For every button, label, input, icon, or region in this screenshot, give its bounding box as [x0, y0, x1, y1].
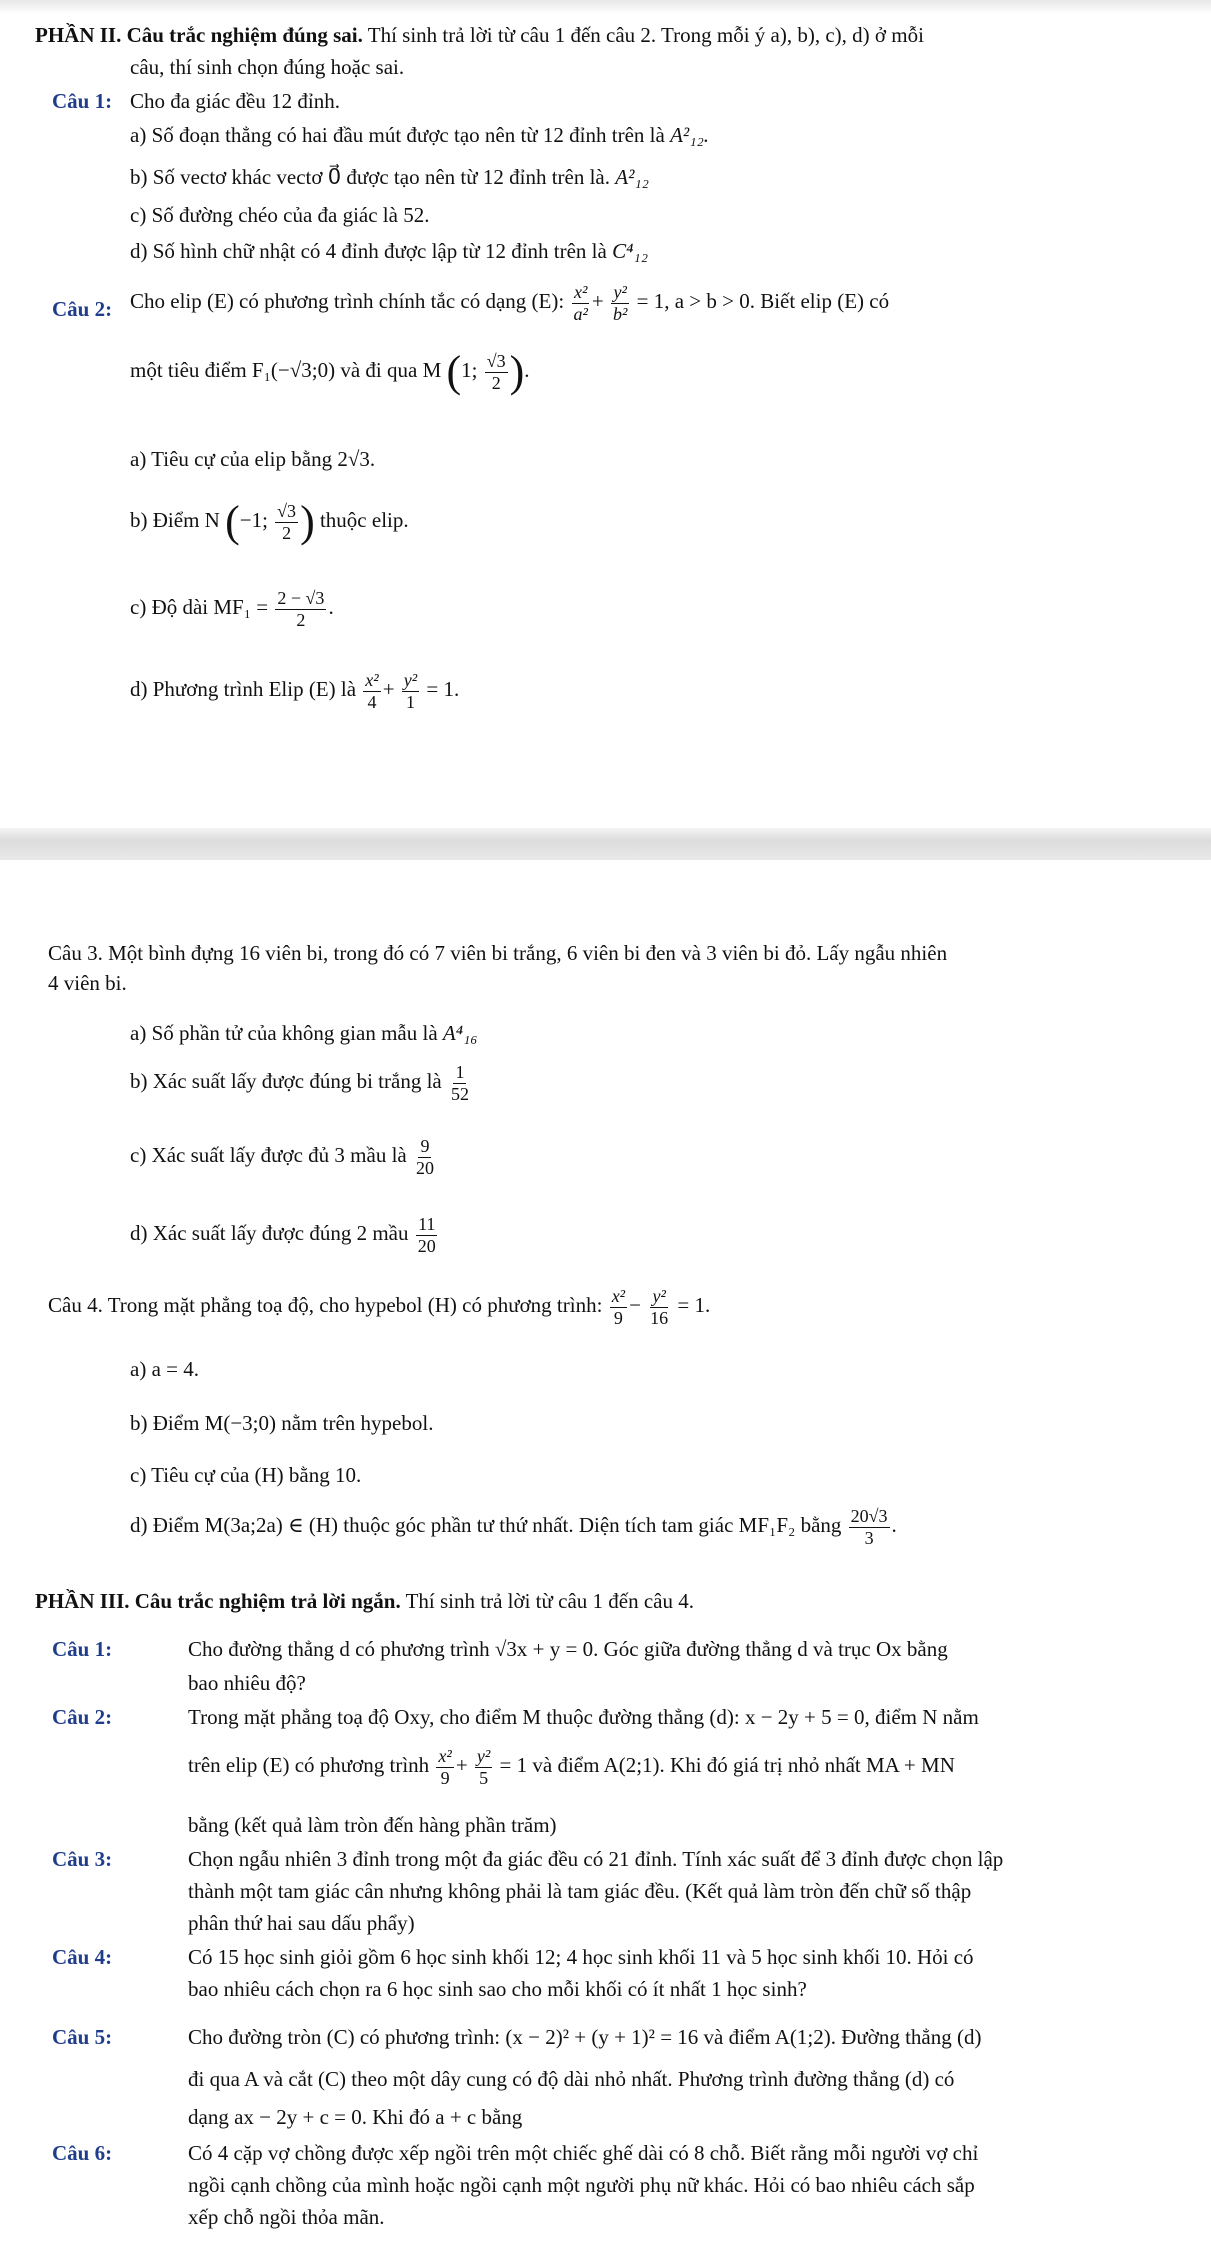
- p3-c6-line2: ngồi cạnh chồng của mình hoặc ngồi cạnh một người phụ nữ khác. Hỏi có bao nhiêu cách sắp: [188, 2173, 975, 2197]
- p3-c5-line2: đi qua A và cắt (C) theo một dây cung có độ dài nhỏ nhất. Phương trình đường thẳng (d) có: [188, 2067, 955, 2091]
- q3-stem-line2: 4 viên bi.: [48, 971, 127, 995]
- p3-c4-line2: bao nhiêu cách chọn ra 6 học sinh sao cho mỗi khối có ít nhất 1 học sinh?: [188, 1977, 807, 2001]
- p3-c6-line3: xếp chỗ ngồi thỏa mãn.: [188, 2205, 385, 2229]
- p3-c5-line1: Cho đường tròn (C) có phương trình: (x − 2)² + (y + 1)² = 16 và điểm A(1;2). Đường thẳng (d): [188, 2025, 982, 2049]
- p3-c6-line1: Có 4 cặp vợ chồng được xếp ngồi trên một chiếc ghế dài có 8 chỗ. Biết rằng mỗi người vợ chỉ: [188, 2141, 979, 2165]
- q2-label: Câu 2:: [52, 297, 113, 321]
- q4-option-a: a) a = 4.: [130, 1357, 199, 1381]
- p3-c5-line3: dạng ax − 2y + c = 0. Khi đó a + c bằng: [188, 2105, 523, 2129]
- q1-option-d: d) Số hình chữ nhật có 4 đỉnh được lập từ 12 đỉnh trên là C⁴₁₂: [130, 239, 649, 263]
- q2-option-a: a) Tiêu cự của elip bằng 2√3.: [130, 447, 376, 471]
- q2-option-d: d) Phương trình Elip (E) là $\frac{\text{x²}}{4}$ + $\frac{\text{y²}}{1}$ = 1.: [130, 670, 460, 712]
- q3-option-a: a) Số phần tử của không gian mẫu là A⁴₁₆: [130, 1021, 478, 1045]
- p3-c1-label: Câu 1:: [52, 1637, 113, 1661]
- p3-c4-line1: Có 15 học sinh giỏi gồm 6 học sinh khối 12; 4 học sinh khối 11 và 5 học sinh khối 10. Hỏi có: [188, 1945, 974, 1969]
- q2-option-c: c) Độ dài MF₁ = $\frac{2 - √3}{2}$ .: [130, 588, 334, 630]
- q4-option-d: d) Điểm M(3a;2a) ∈ (H) thuộc góc phần tư thứ nhất. Diện tích tam giác MF₁F₂ bằng $\frac{20√3}{3}$ .: [130, 1506, 897, 1548]
- q1-option-b: b) Số vectơ khác vectơ 0⃗ được tạo nên từ 12 đỉnh trên là. A²₁₂: [130, 165, 649, 189]
- p3-c1-line1: Cho đường thẳng d có phương trình √3x + y = 0. Góc giữa đường thẳng d và trục Ox bằng: [188, 1637, 948, 1661]
- q2-stem: Cho elip (E) có phương trình chính tắc có dạng (E): $\frac{\text{x²}}{\text{a²}}$ + $\frac{\text{y²}}{\text{b²}}$ = 1, a > b > 0. Biết elip (E) có: [130, 282, 890, 324]
- page-divider: [0, 828, 1211, 860]
- q3-option-b: b) Xác suất lấy được đúng bi trắng là $\frac{1}{52}$: [130, 1062, 469, 1104]
- part2-heading: PHẦN II. Câu trắc nghiệm đúng sai.: [35, 23, 363, 47]
- q3-option-d: d) Xác suất lấy được đúng 2 mầu $\frac{11}{20}$: [130, 1214, 436, 1256]
- q4-stem: Câu 4. Trong mặt phẳng toạ độ, cho hypebol (H) có phương trình: $\frac{\text{x²}}{9}$ − $\frac{\text{y²}}{16}$ = 1.: [48, 1286, 711, 1328]
- p3-c2-label: Câu 2:: [52, 1705, 113, 1729]
- p3-c4-label: Câu 4:: [52, 1945, 113, 1969]
- q4-option-b: b) Điểm M(−3;0) nằm trên hypebol.: [130, 1411, 434, 1435]
- p3-c3-label: Câu 3:: [52, 1847, 113, 1871]
- p3-c2-line1: Trong mặt phẳng toạ độ Oxy, cho điểm M thuộc đường thẳng (d): x − 2y + 5 = 0, điểm N nằm: [188, 1705, 979, 1729]
- q1-option-a: a) Số đoạn thẳng có hai đầu mút được tạo nên từ 12 đỉnh trên là A²₁₂.: [130, 123, 710, 147]
- q1-option-c: c) Số đường chéo của đa giác là 52.: [130, 203, 430, 227]
- top-edge: [0, 0, 1211, 14]
- part3-heading: PHẦN III. Câu trắc nghiệm trả lời ngắn.: [35, 1589, 401, 1613]
- q4-option-c: c) Tiêu cự của (H) bằng 10.: [130, 1463, 362, 1487]
- q3-stem-line1: Câu 3. Một bình đựng 16 viên bi, trong đó có 7 viên bi trắng, 6 viên bi đen và 3 viên bi đỏ. Lấy ngẫu nhiên: [48, 941, 948, 965]
- p3-c6-label: Câu 6:: [52, 2141, 113, 2165]
- q1-label: Câu 1:: [52, 89, 113, 113]
- part3-heading-line: PHẦN III. Câu trắc nghiệm trả lời ngắn. Thí sinh trả lời từ câu 1 đến câu 4.: [35, 1589, 695, 1613]
- p3-c1-line2: bao nhiêu độ?: [188, 1671, 306, 1695]
- p3-c2-line3: bằng (kết quả làm tròn đến hàng phần trăm): [188, 1813, 557, 1837]
- q1-stem: Cho đa giác đều 12 đỉnh.: [130, 89, 340, 113]
- p3-c3-line3: phân thứ hai sau dấu phẩy): [188, 1911, 415, 1935]
- part2-instruction-line2: câu, thí sinh chọn đúng hoặc sai.: [130, 55, 405, 79]
- part2-instruction-line1: PHẦN II. Câu trắc nghiệm đúng sai. Thí sinh trả lời từ câu 1 đến câu 2. Trong mỗi ý a), b), c), d) ở mỗi: [35, 23, 924, 47]
- p3-c3-line1: Chọn ngẫu nhiên 3 đỉnh trong một đa giác đều có 21 đỉnh. Tính xác suất để 3 đỉnh được chọn lập: [188, 1847, 1004, 1871]
- p3-c3-line2: thành một tam giác cân nhưng không phải là tam giác đều. (Kết quả làm tròn đến chữ số thập: [188, 1879, 972, 1903]
- q2-option-b: b) Điểm N (−1; $\frac{√3}{2}$ ) thuộc elip.: [130, 497, 409, 546]
- p3-c2-line2: trên elip (E) có phương trình $\frac{\text{x²}}{9}$ + $\frac{\text{y²}}{5}$ = 1 và điểm A(2;1). Khi đó giá trị nhỏ nhất MA + MN: [188, 1746, 955, 1788]
- q2-stem-line2: một tiêu điểm F₁(−√3;0) và đi qua M (1; $\frac{√3}{2}$ ).: [130, 347, 530, 396]
- q3-option-c: c) Xác suất lấy được đủ 3 mầu là $\frac{9}{20}$: [130, 1136, 434, 1178]
- p3-c5-label: Câu 5:: [52, 2025, 113, 2049]
